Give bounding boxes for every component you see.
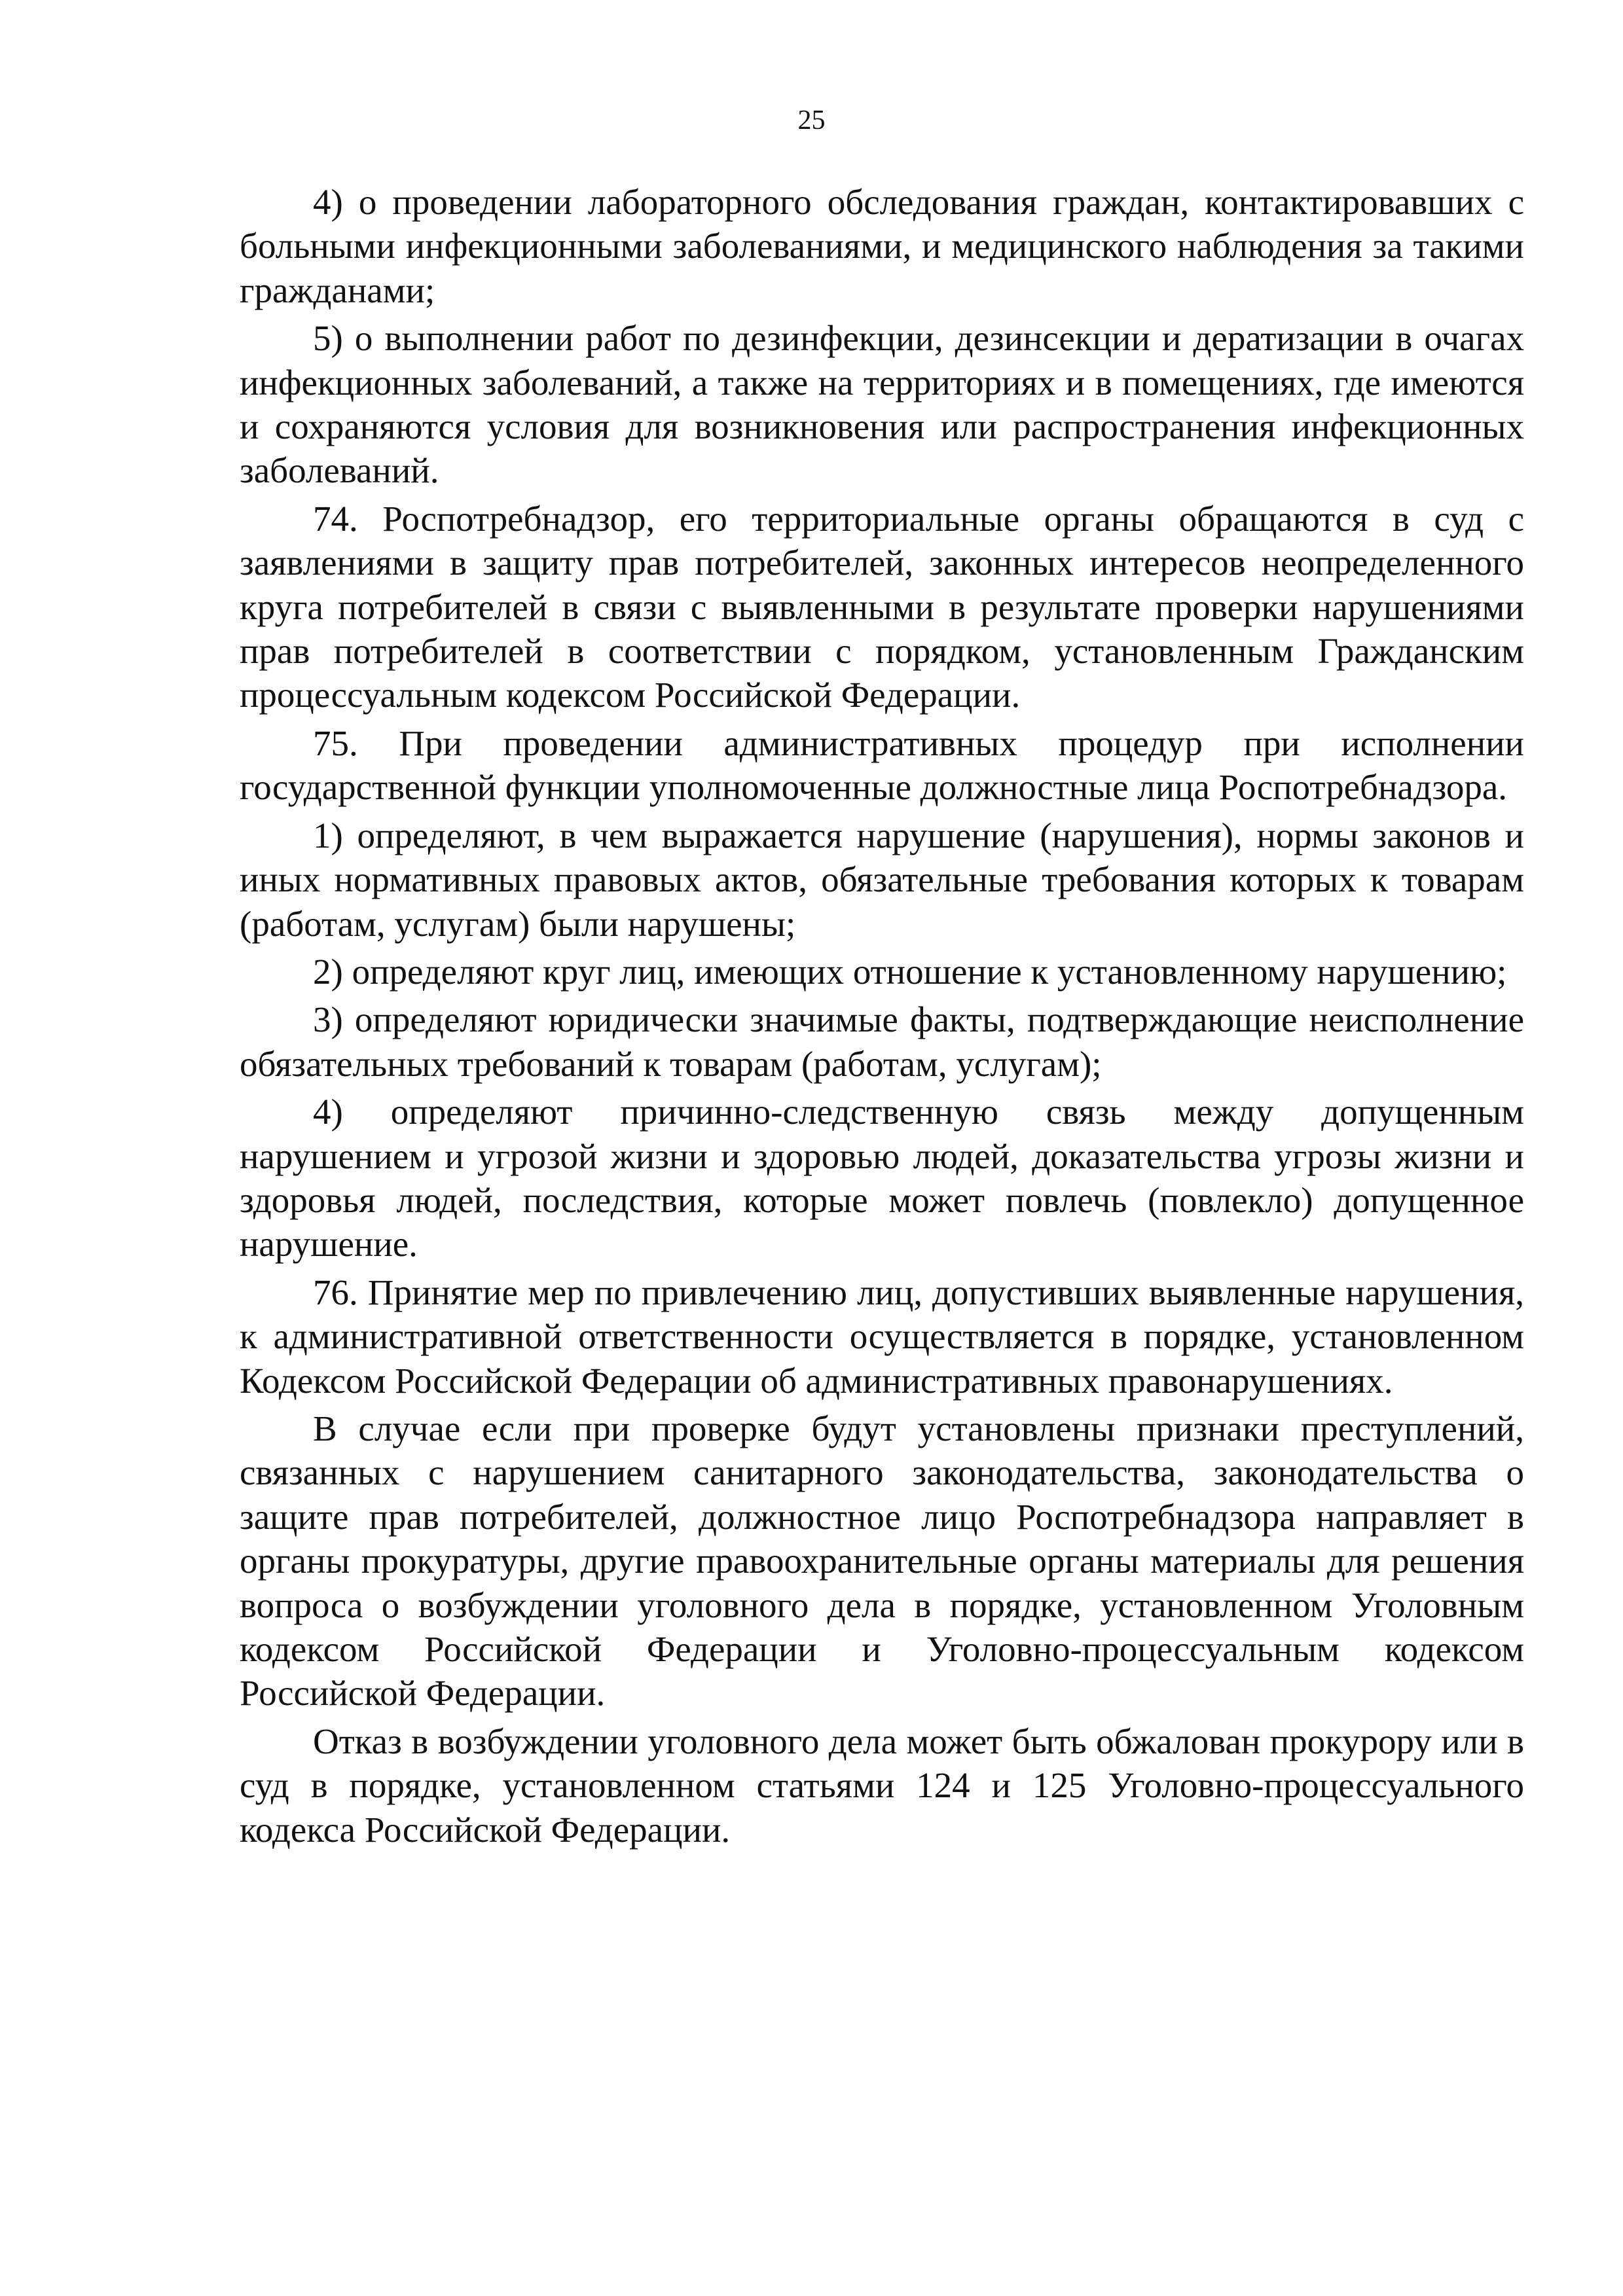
paragraph-74-court-claims: 74. Роспотребнадзор, его территориальные органы обращаются в суд с заявлениями в защиту прав потребителей, законных интересов неопределенного круга потребителей в связи с выявленными в результате проверки нарушениями прав потребителей в соответствии с порядком, установленным Гражданским процессуальным кодексом Российской Федерации. <box>240 498 1524 715</box>
paragraph-75-item-1: 1) определяют, в чем выражается нарушение (нарушения), нормы законов и иных нормативных правовых актов, обязательные требования которых к товарам (работам, услугам) были нарушены; <box>240 815 1524 944</box>
page-number: 25 <box>797 105 826 135</box>
paragraph-75-administrative-procedures: 75. При проведении административных процедур при исполнении государственной функции уполномоченные должностные лица Роспотребнадзора. <box>240 723 1524 808</box>
paragraph-75-item-4: 4) определяют причинно-следственную связь между допущенным нарушением и угрозой жизни и здоровью людей, доказательства угрозы жизни и здоровья людей, последствия, которые может повлечь (повлекло) допущенное нарушение. <box>240 1092 1524 1265</box>
paragraph-75-item-3: 3) определяют юридически значимые факты, подтверждающие неисполнение обязательных требований к товарам (работам, услугам); <box>240 999 1524 1084</box>
paragraph-75-item-2: 2) определяют круг лиц, имеющих отношение к установленному нарушению; <box>313 951 1507 992</box>
document-body <box>240 180 1524 1852</box>
paragraph-item-4-lab-examination: 4) о проведении лабораторного обследования граждан, контактировавших с больными инфекционными заболеваниями, и медицинского наблюдения за такими гражданами; <box>240 182 1524 310</box>
paragraph-76-administrative-liability: 76. Принятие мер по привлечению лиц, допустивших выявленные нарушения, к административной ответственности осуществляется в порядке, установленном Кодексом Российской Федерации об административных правонарушениях. <box>240 1272 1524 1401</box>
paragraph-item-5-disinfection: 5) о выполнении работ по дезинфекции, дезинсекции и дератизации в очагах инфекционных заболеваний, а также на территориях и в помещениях, где имеются и сохраняются условия для возникновения или распространения инфекционных заболеваний. <box>240 318 1524 491</box>
paragraph-refusal-appeal: Отказ в возбуждении уголовного дела может быть обжалован прокурору или в суд в порядке, установленном статьями 124 и 125 Уголовно-процессуального кодекса Российской Федерации. <box>240 1721 1524 1850</box>
paragraph-criminal-signs: В случае если при проверке будут установлены признаки преступлений, связанных с нарушением санитарного законодательства, законодательства о защите прав потребителей, должностное лицо Роспотребнадзора направляет в органы прокуратуры, другие правоохранительные органы материалы для решения вопроса о возбуждении уголовного дела в порядке, установленном Уголовным кодексом Российской Федерации и Уголовно-процессуальным кодексом Российской Федерации. <box>240 1408 1524 1713</box>
